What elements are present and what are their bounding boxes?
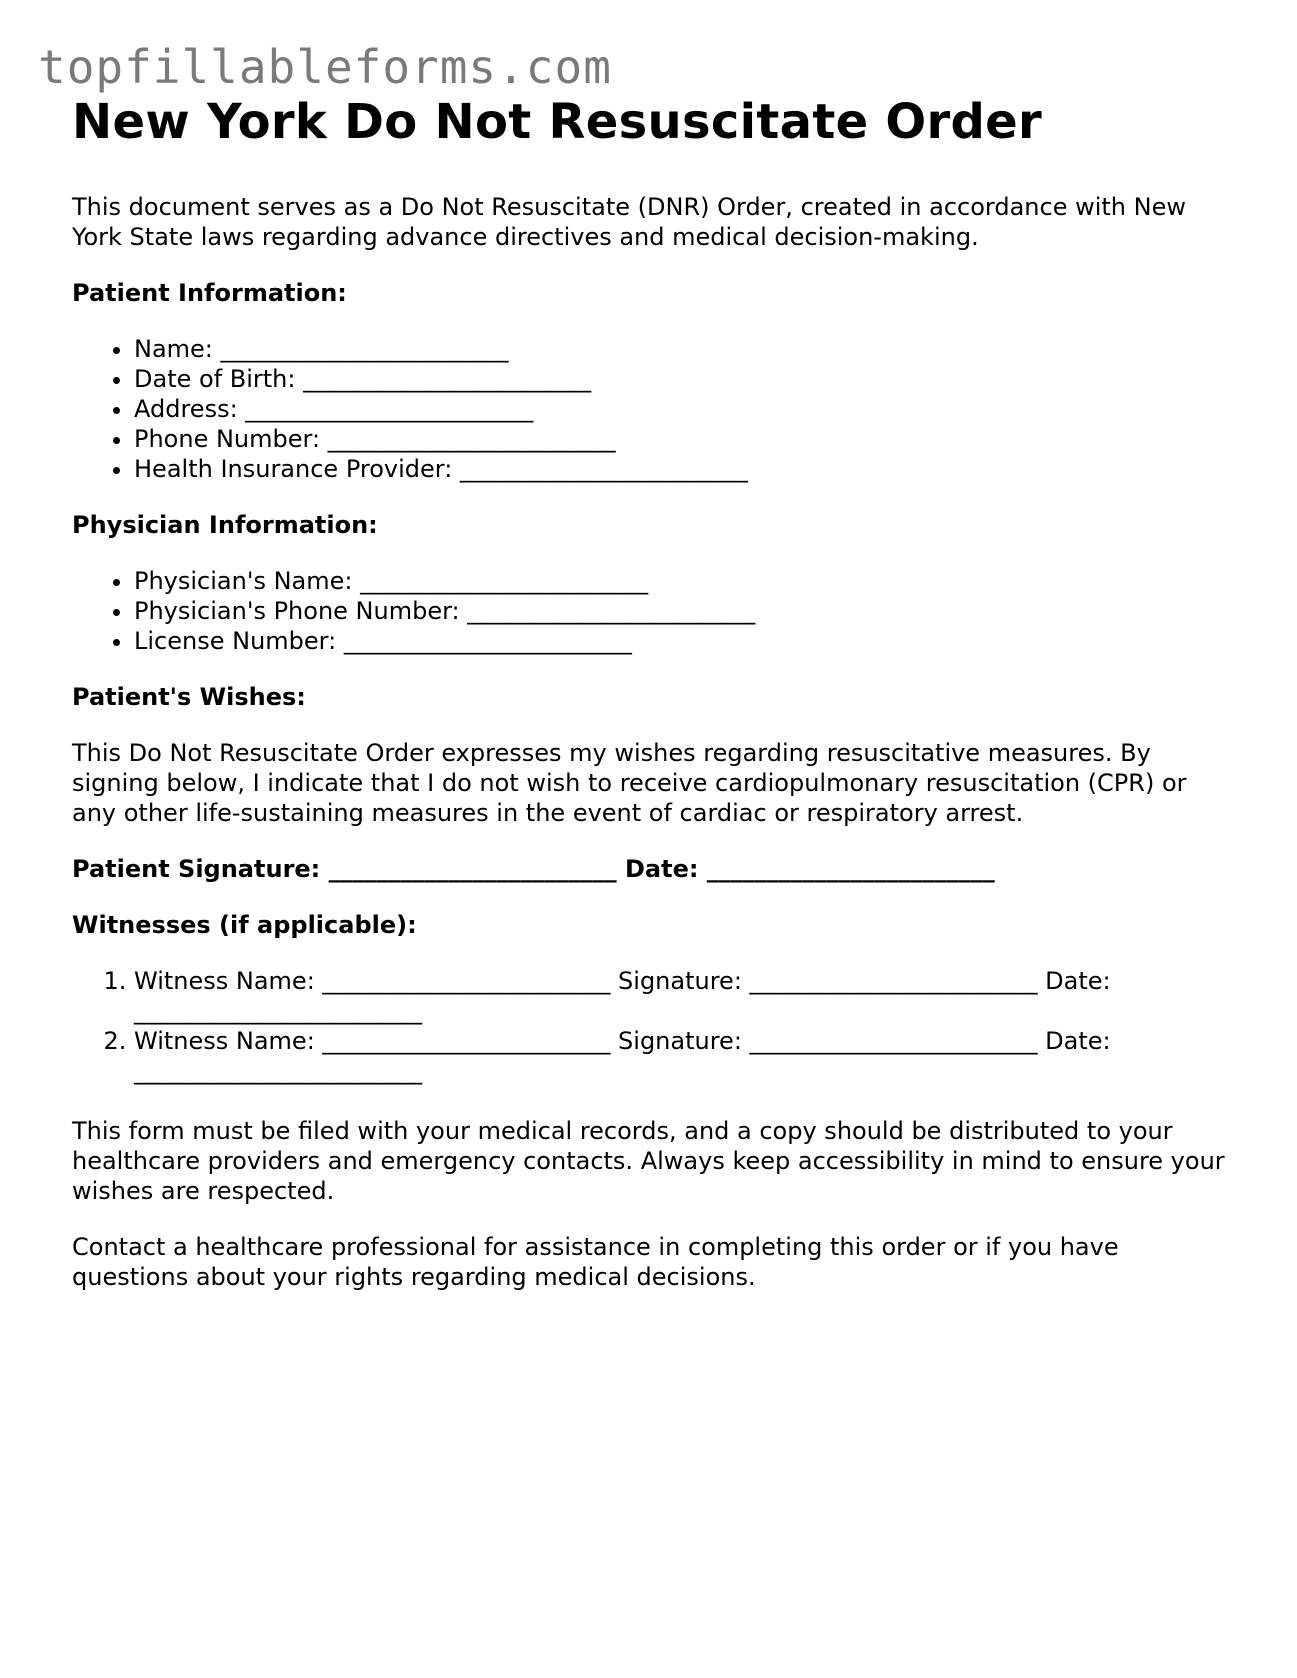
patient-address-field[interactable]: • Address: ________________________ <box>134 394 1232 424</box>
watermark-text: topfillableforms.com <box>38 40 612 94</box>
patient-insurance-field[interactable]: • Health Insurance Provider: ________________________ <box>134 454 1232 484</box>
patient-phone-field[interactable]: • Phone Number: ________________________ <box>134 424 1232 454</box>
patient-info-list <box>72 334 1232 484</box>
physician-license-field[interactable]: • License Number: ________________________ <box>134 626 1232 656</box>
physician-info-list <box>72 566 1232 656</box>
patient-wishes-heading: Patient's Wishes: <box>72 683 306 711</box>
patient-wishes-paragraph: This Do Not Resuscitate Order expresses my wishes regarding resuscitative measures. By signing below, I indicate that I do not wish to receive cardiopulmonary resuscitation (CPR) or any other life-sustaining measures in the event of cardiac or respiratory arrest. <box>72 739 1187 827</box>
witness-list <box>72 966 1232 1086</box>
patient-signature-field[interactable]: Patient Signature: ________________________ Date: ________________________ <box>72 855 995 883</box>
intro-paragraph: This document serves as a Do Not Resuscitate (DNR) Order, created in accordance with New York State laws regarding advance directives and medical decision-making. <box>72 193 1186 251</box>
witnesses-heading: Witnesses (if applicable): <box>72 911 417 939</box>
physician-name-field[interactable]: • Physician's Name: ________________________ <box>134 566 1232 596</box>
witness-1-fields[interactable]: 1. Witness Name: ________________________ Signature: ________________________ Date: ________________________ <box>134 966 1232 1026</box>
document-body <box>72 92 1232 1292</box>
physician-phone-field[interactable]: • Physician's Phone Number: ________________________ <box>134 596 1232 626</box>
contact-advice-paragraph: Contact a healthcare professional for assistance in completing this order or if you have questions about your rights regarding medical decisions. <box>72 1233 1119 1291</box>
patient-name-field[interactable]: • Name: ________________________ <box>134 334 1232 364</box>
witness-2-fields[interactable]: 2. Witness Name: ________________________ Signature: ________________________ Date: ________________________ <box>134 1026 1232 1086</box>
patient-dob-field[interactable]: • Date of Birth: ________________________ <box>134 364 1232 394</box>
patient-info-heading: Patient Information: <box>72 279 347 307</box>
document-title: New York Do Not Resuscitate Order <box>72 94 1042 150</box>
filing-instructions-paragraph: This form must be filed with your medical records, and a copy should be distributed to your healthcare providers and emergency contacts. Always keep accessibility in mind to ensure your wishes are respected. <box>72 1117 1225 1205</box>
physician-info-heading: Physician Information: <box>72 511 378 539</box>
